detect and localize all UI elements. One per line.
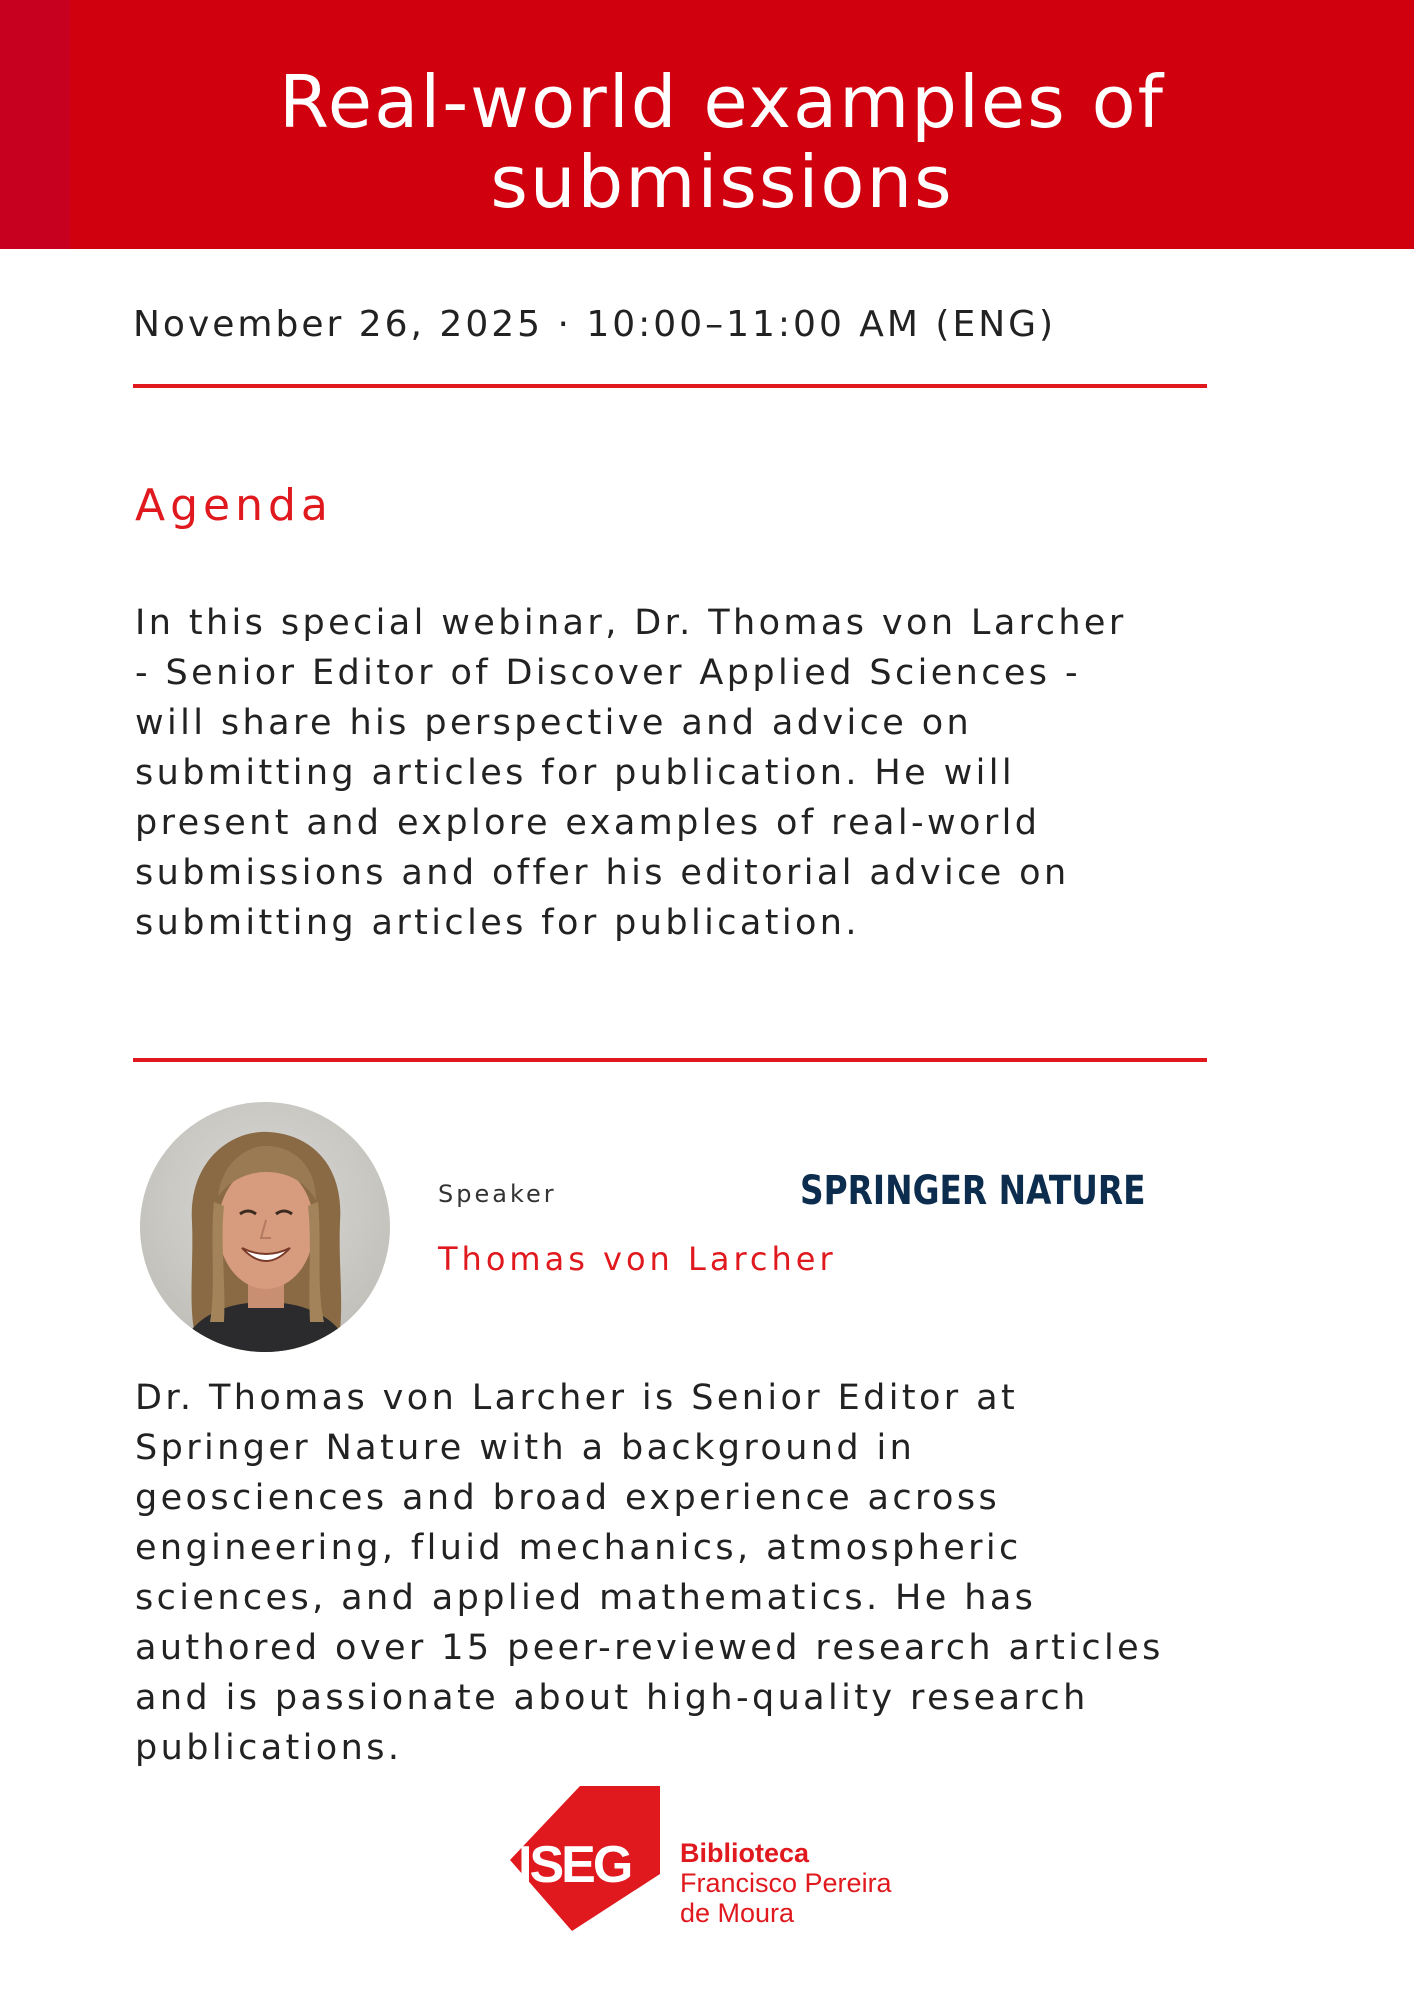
library-name xyxy=(680,1838,892,1928)
agenda-heading: Agenda xyxy=(135,480,333,531)
agenda-line: submitting articles for publication. He will xyxy=(135,753,1015,793)
person-photo-icon xyxy=(140,1102,390,1352)
agenda-line: submissions and offer his editorial advice on xyxy=(135,853,1070,893)
divider-middle xyxy=(133,1058,1207,1062)
bio-line: sciences, and applied mathematics. He has xyxy=(135,1578,1037,1618)
svg-text:ISEG: ISEG xyxy=(518,1836,631,1894)
library-line-2: Francisco Pereira xyxy=(680,1868,892,1898)
agenda-line: present and explore examples of real-world xyxy=(135,803,1041,843)
bio-line: Dr. Thomas von Larcher is Senior Editor at xyxy=(135,1378,1019,1418)
bio-line: engineering, fluid mechanics, atmospheric xyxy=(135,1528,1022,1568)
speaker-bio xyxy=(135,1373,1285,1773)
library-line-3: de Moura xyxy=(680,1898,795,1928)
agenda-line: will share his perspective and advice on xyxy=(135,703,973,743)
agenda-line: In this special webinar, Dr. Thomas von Larcher xyxy=(135,603,1127,643)
agenda-text xyxy=(135,598,1255,948)
header-banner xyxy=(0,0,1414,249)
bio-line: publications. xyxy=(135,1728,403,1768)
bio-line: and is passionate about high-quality research xyxy=(135,1678,1089,1718)
speaker-name: Thomas von Larcher xyxy=(438,1240,837,1278)
header-edge-stripe xyxy=(0,0,70,249)
iseg-logo-icon xyxy=(510,1786,660,1931)
agenda-line: - Senior Editor of Discover Applied Sciences - xyxy=(135,653,1082,693)
speaker-label: Speaker xyxy=(438,1180,557,1208)
iseg-logo xyxy=(510,1786,660,1931)
bio-line: geosciences and broad experience across xyxy=(135,1478,1001,1518)
agenda-line: submitting articles for publication. xyxy=(135,903,860,943)
page-title xyxy=(70,62,1374,222)
title-line-1: Real-world examples of xyxy=(278,60,1166,144)
divider-top xyxy=(133,384,1207,388)
event-date-time: November 26, 2025 · 10:00–11:00 AM (ENG) xyxy=(133,304,1057,345)
publisher-name: SPRINGER NATURE xyxy=(800,1168,1146,1214)
bio-line: Springer Nature with a background in xyxy=(135,1428,916,1468)
bio-line: authored over 15 peer-reviewed research articles xyxy=(135,1628,1164,1668)
speaker-photo xyxy=(140,1102,390,1352)
title-line-2: submissions xyxy=(490,140,954,224)
library-line-1: Biblioteca xyxy=(680,1838,810,1868)
springer-nature-logo xyxy=(800,1166,1200,1216)
